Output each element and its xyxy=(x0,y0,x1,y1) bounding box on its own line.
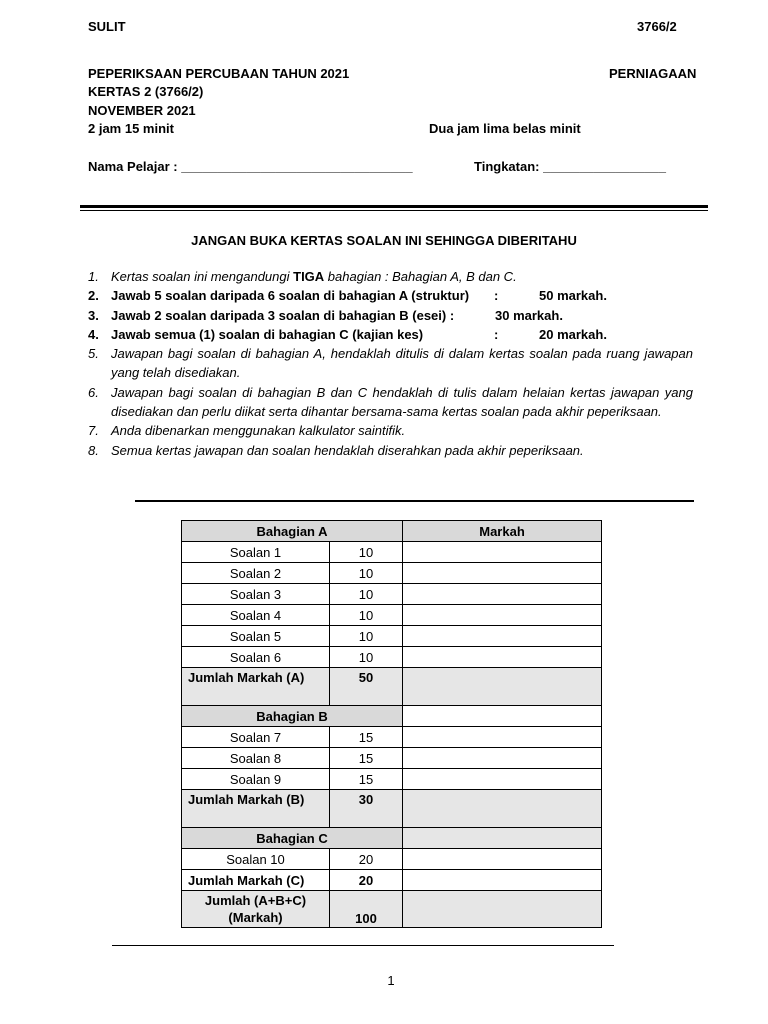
blank-cell xyxy=(403,828,602,849)
max-marks: 10 xyxy=(330,605,403,626)
grand-total-label-line1: Jumlah (A+B+C) xyxy=(204,893,307,908)
exam-duration-words: Dua jam lima belas minit xyxy=(429,121,581,136)
instruction-text: Jawab 2 soalan daripada 3 soalan di bahagian B (esei) : xyxy=(111,307,455,323)
max-marks: 20 xyxy=(330,849,403,870)
table-row xyxy=(182,584,602,605)
exam-title: PEPERIKSAAN PERCUBAAN TAHUN 2021 xyxy=(88,66,350,81)
marks-entry-cell[interactable] xyxy=(403,849,602,870)
instruction-item xyxy=(88,344,693,383)
page-number: 1 xyxy=(387,973,395,988)
instruction-item xyxy=(88,421,693,440)
instruction-text: Jawab semua (1) soalan di bahagian C (kajian kes) xyxy=(111,326,424,342)
max-marks: 10 xyxy=(330,563,403,584)
instruction-number: 7. xyxy=(88,423,99,439)
marks-entry-cell[interactable] xyxy=(403,870,602,891)
table-row xyxy=(182,626,602,647)
max-marks: 15 xyxy=(330,748,403,769)
total-label: Jumlah Markah (A) xyxy=(182,668,330,706)
paper-number: KERTAS 2 (3766/2) xyxy=(88,84,204,99)
table-row xyxy=(182,727,602,748)
instruction-text: Jawapan bagi soalan di bahagian A, hendaklah ditulis di dalam kertas soalan pada ruang jawapan yang telah disediakan. xyxy=(111,346,693,381)
instruction-number: 4. xyxy=(88,326,99,342)
markah-heading: Markah xyxy=(403,521,602,542)
marks-entry-cell[interactable] xyxy=(403,647,602,668)
instruction-number: 2. xyxy=(88,288,99,304)
marks-entry-cell[interactable] xyxy=(403,605,602,626)
table-row xyxy=(182,647,602,668)
total-max: 30 xyxy=(330,790,403,828)
instruction-colon: : xyxy=(494,288,499,304)
exam-duration: 2 jam 15 minit xyxy=(88,121,174,136)
marks-entry-cell[interactable] xyxy=(403,542,602,563)
student-name-blank: ________________________________ xyxy=(181,159,413,174)
marks-entry-cell[interactable] xyxy=(403,727,602,748)
question-label: Soalan 1 xyxy=(182,542,330,563)
instruction-number: 5. xyxy=(88,346,99,362)
blank-cell xyxy=(403,706,602,727)
exam-month: NOVEMBER 2021 xyxy=(88,103,196,118)
question-label: Soalan 5 xyxy=(182,626,330,647)
max-marks: 10 xyxy=(330,647,403,668)
instruction-text: Jawab 5 soalan daripada 6 soalan di bahagian A (struktur) xyxy=(111,288,470,304)
footer-rule xyxy=(112,945,614,946)
section-a-total-row xyxy=(182,668,602,706)
paper-code: 3766/2 xyxy=(637,19,677,34)
marks-entry-cell[interactable] xyxy=(403,668,602,706)
max-marks: 15 xyxy=(330,769,403,790)
grand-total-label-line2: (Markah) xyxy=(228,910,283,925)
table-row xyxy=(182,542,602,563)
max-marks: 10 xyxy=(330,626,403,647)
max-marks: 15 xyxy=(330,727,403,748)
question-label: Soalan 3 xyxy=(182,584,330,605)
instruction-item xyxy=(88,441,693,460)
table-row xyxy=(182,605,602,626)
section-a-heading: Bahagian A xyxy=(182,521,403,542)
header-rule-thick xyxy=(80,205,708,208)
section-c-header-row xyxy=(182,828,602,849)
question-label: Soalan 9 xyxy=(182,769,330,790)
instruction-marks: 20 markah. xyxy=(539,326,607,342)
instruction-emphasis: TIGA xyxy=(293,269,325,284)
instruction-number: 6. xyxy=(88,384,99,400)
instruction-item xyxy=(88,286,693,305)
marks-table xyxy=(181,520,602,928)
section-c-total-row xyxy=(182,870,602,891)
instruction-text: Kertas soalan ini mengandungi xyxy=(111,269,294,284)
total-label: Jumlah Markah (C) xyxy=(182,870,330,891)
instruction-list xyxy=(88,267,693,460)
table-row xyxy=(182,563,602,584)
form-field xyxy=(474,158,666,176)
student-name-field xyxy=(88,158,413,176)
question-label: Soalan 2 xyxy=(182,563,330,584)
student-name-label: Nama Pelajar : xyxy=(88,159,182,174)
instruction-text-end: bahagian : Bahagian A, B dan C. xyxy=(324,269,517,284)
section-b-total-row xyxy=(182,790,602,828)
instruction-marks: 50 markah. xyxy=(539,288,607,304)
instruction-number: 3. xyxy=(88,307,99,323)
section-c-heading: Bahagian C xyxy=(182,828,403,849)
question-label: Soalan 10 xyxy=(182,849,330,870)
table-row xyxy=(182,769,602,790)
instruction-item xyxy=(88,383,693,422)
section-b-heading: Bahagian B xyxy=(182,706,403,727)
question-label: Soalan 8 xyxy=(182,748,330,769)
warning-heading: JANGAN BUKA KERTAS SOALAN INI SEHINGGA DIBERITAHU xyxy=(191,233,577,248)
instruction-marks: 30 markah. xyxy=(495,307,563,323)
grand-total-label xyxy=(182,891,330,928)
subject-title: PERNIAGAAN xyxy=(609,66,697,81)
instruction-text: Anda dibenarkan menggunakan kalkulator saintifik. xyxy=(111,423,406,439)
form-label: Tingkatan: xyxy=(474,159,544,174)
marks-entry-cell[interactable] xyxy=(403,769,602,790)
instruction-colon: : xyxy=(494,326,499,342)
sulit-label: SULIT xyxy=(88,19,126,34)
instruction-number: 1. xyxy=(88,269,99,284)
marks-entry-cell[interactable] xyxy=(403,891,602,928)
instructions-divider xyxy=(135,500,694,502)
instruction-item xyxy=(88,306,693,325)
marks-entry-cell[interactable] xyxy=(403,626,602,647)
total-max: 20 xyxy=(330,870,403,891)
grand-total-max: 100 xyxy=(330,891,403,928)
instruction-number: 8. xyxy=(88,442,99,458)
instruction-item xyxy=(88,325,693,344)
section-b-header-row xyxy=(182,706,602,727)
marks-entry-cell[interactable] xyxy=(403,563,602,584)
table-row xyxy=(182,748,602,769)
marks-entry-cell[interactable] xyxy=(403,748,602,769)
total-max: 50 xyxy=(330,668,403,706)
marks-entry-cell[interactable] xyxy=(403,790,602,828)
max-marks: 10 xyxy=(330,584,403,605)
question-label: Soalan 4 xyxy=(182,605,330,626)
marks-entry-cell[interactable] xyxy=(403,584,602,605)
question-label: Soalan 7 xyxy=(182,727,330,748)
table-row xyxy=(182,849,602,870)
instruction-text: Jawapan bagi soalan di bahagian B dan C hendaklah di tulis dalam helaian kertas jawapan yang disediakan dan perlu diikat serta dihantar bersama-sama kertas soalan pada akhir peperiksaan. xyxy=(111,384,693,420)
max-marks: 10 xyxy=(330,542,403,563)
instruction-item xyxy=(88,267,693,286)
question-label: Soalan 6 xyxy=(182,647,330,668)
grand-total-row xyxy=(182,891,602,928)
instruction-text: Semua kertas jawapan dan soalan hendaklah diserahkan pada akhir peperiksaan. xyxy=(111,442,584,458)
section-a-header-row xyxy=(182,521,602,542)
form-blank: _________________ xyxy=(543,159,667,174)
header-rule-thin xyxy=(80,210,708,211)
total-label: Jumlah Markah (B) xyxy=(182,790,330,828)
